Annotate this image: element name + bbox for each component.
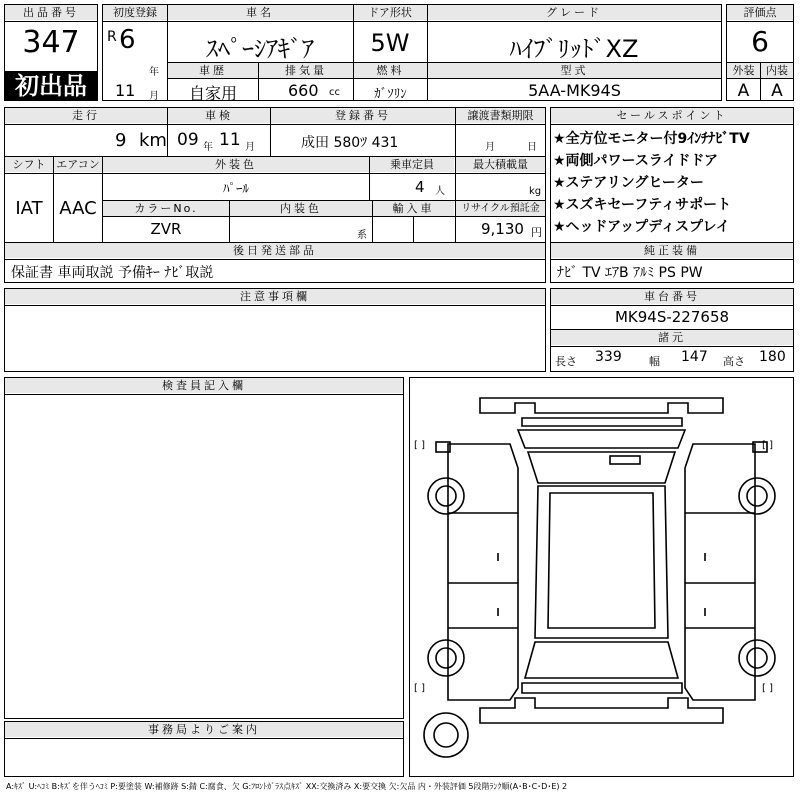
width-label: 幅 [649,355,660,368]
interior-grade-label: 内装 [761,63,793,78]
first-reg-label: 初度登録 [103,5,167,20]
fuel-value: ｶﾞｿﾘﾝ [374,87,407,102]
length-label: 長さ [555,355,577,368]
inspector-box [4,377,404,719]
transfer-month-unit: 月 [485,142,495,153]
damage-legend: A:ｷｽﾞ U:ﾍｺﾐ B:ｷｽﾞを伴うﾍｺﾐ P:要塗装 W:補修跡 S:錆 C:腐食、欠 G:ﾌﾛﾝﾄｶﾞﾗｽ点ｷｽﾞ XX:交換済み X:要交換 欠:欠品 内・外装評価 5段階ﾗﾝｸ順(A･B･C･D･E) 2 [6,782,568,791]
history-value: 自家用 [188,84,237,103]
score-box [726,4,794,101]
chassis-box [550,288,794,372]
history-label: 車歴 [168,63,258,78]
door-label: ドア形状 [353,5,427,20]
inspection-year-unit: 年 [203,142,213,153]
height-label: 高さ [723,355,745,368]
max-load-unit: kg [529,186,542,197]
equipment-label: 純正装備 [551,243,793,258]
registration-value: 成田 580ﾂ 431 [301,135,399,151]
model-code-label: 型式 [428,63,721,78]
caution-box [4,288,546,372]
displacement-unit: cc [329,87,340,98]
diagram-bracket: [ ] [762,440,773,451]
color-no-label: カラーNo. [103,201,229,216]
car-diagram [409,377,794,777]
aircon-label: エアコン [54,157,102,172]
model-code-value: 5AA-MK94S [528,81,621,100]
first-reg-era: R [107,29,117,45]
mileage-unit: km [139,130,167,151]
first-reg-month: 11 [115,81,136,100]
interior-color-unit: 系 [357,230,367,241]
length-value: 339 [595,349,622,365]
caution-label: 注意事項欄 [5,289,545,304]
sales-point-item: ★ヘッドアップディスプレイ [553,219,730,235]
model-name-value: ｽﾍﾟｰｼｱｷﾞｱ [206,35,314,63]
exterior-color-label: 外装色 [103,157,369,172]
grade-value: ﾊｲﾌﾞﾘｯﾄﾞXZ [509,35,639,63]
recycle-unit: 円 [531,226,542,239]
import-label: 輸入車 [373,201,454,216]
sales-points-label: セールスポイント [551,108,793,123]
exterior-grade-label: 外装 [727,63,760,78]
details-block [4,107,546,283]
car-outline-icon [410,378,793,776]
sales-point-item: ★両側パワースライドドア [553,153,719,169]
door-value: 5W [370,29,410,57]
sales-point-item: ★全方位モニター付9ｲﾝﾁﾅﾋﾞTV [553,131,750,147]
sales-point-item: ★スズキセーフティサポート [553,197,732,213]
displacement-label: 排気量 [259,63,353,78]
inspection-month: 11 [219,130,241,150]
first-listing-badge: 初出品 [5,71,97,101]
mileage-value: 9 [115,130,127,151]
displacement-value: 660 [288,81,319,100]
transfer-day-unit: 日 [527,142,537,153]
exterior-color-value: ﾊﾟｰﾙ [223,182,249,197]
diagram-bracket: [ ] [762,683,773,694]
sales-points-box [550,107,794,283]
transfer-deadline-label: 譲渡書類期限 [456,108,545,123]
interior-color-label: 内装色 [230,201,372,216]
color-no-value: ZVR [150,220,182,238]
registration-label: 登録番号 [271,108,455,123]
width-value: 147 [681,349,708,365]
inspection-label: 車検 [168,108,270,123]
sales-point-item: ★ステアリングヒーター [553,175,704,191]
height-value: 180 [759,349,786,365]
recycle-label: リサイクル預託金 [456,201,545,216]
header-block [102,4,722,101]
capacity-unit: 人 [435,186,445,197]
equipment-value: ﾅﾋﾞ TV ｴｱB ｱﾙﾐ PS PW [557,265,703,281]
first-reg-month-unit: 月 [149,91,159,102]
aircon-value: AAC [59,198,97,219]
capacity-label: 乗車定員 [370,157,454,172]
chassis-label: 車台番号 [551,289,793,304]
later-parts-value: 保証書 車両取説 予備ｷｰ ﾅﾋﾞ取説 [11,265,214,281]
interior-grade-value: A [771,81,783,101]
inspector-label: 検査員記入欄 [5,378,403,393]
later-parts-label: 後日発送部品 [5,243,545,258]
inspection-year: 09 [177,130,199,150]
inspection-month-unit: 月 [245,142,255,153]
diagram-bracket: [ ] [414,440,425,451]
first-reg-year: 6 [119,25,136,55]
shift-label: シフト [5,157,53,172]
max-load-label: 最大積載量 [456,157,545,172]
capacity-value: 4 [415,178,425,196]
grade-label: グレード [427,5,721,20]
diagram-bracket: [ ] [414,683,425,694]
office-box [4,721,404,777]
lot-label: 出品番号 [5,5,97,20]
score-value: 6 [751,25,769,58]
office-label: 事務局よりご案内 [5,722,403,737]
model-name-label: 車名 [167,5,353,20]
fuel-label: 燃料 [354,63,427,78]
score-label: 評価点 [727,5,793,20]
recycle-value: 9,130 [481,220,524,238]
chassis-number: MK94S-227658 [614,308,730,326]
lot-box [4,4,98,101]
shift-value: IAT [15,198,43,219]
mileage-label: 走行 [5,108,167,123]
lot-number: 347 [22,25,80,60]
dimensions-label: 諸元 [551,330,793,345]
first-reg-year-unit: 年 [149,67,159,78]
exterior-grade-value: A [737,81,750,101]
